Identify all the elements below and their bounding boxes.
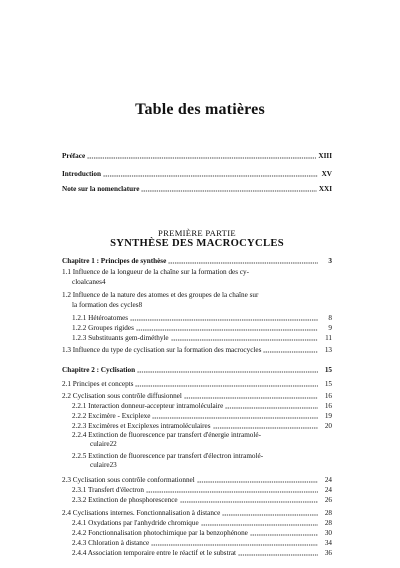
toc-entry-chapter-1[interactable]	[62, 255, 332, 266]
toc-label: 2.4.3 Chloration à distance	[72, 539, 150, 547]
toc-label: Introduction	[62, 170, 102, 178]
toc-label: 1.2.3 Substituants gem-diméthyle	[72, 334, 169, 342]
dot-leader	[197, 481, 318, 483]
dot-leader	[201, 524, 318, 526]
toc-entry-introduction[interactable]	[62, 168, 332, 179]
toc-label: 2.1 Principes et concepts	[62, 380, 134, 388]
toc-entry-1-2[interactable]	[62, 291, 332, 310]
toc-page: 26	[324, 496, 332, 504]
toc-page: 11	[325, 334, 332, 342]
toc-label-continued: la formation des cycles	[72, 301, 139, 309]
toc-page: 4	[101, 278, 106, 286]
toc-page: 16	[324, 402, 332, 410]
toc-label: 2.4.1 Oxydations par l'anhydride chromique	[72, 519, 199, 527]
toc-entry-2-2-4[interactable]	[72, 431, 332, 449]
toc-label: 2.2.4 Extinction de fluorescence par transfert d'énergie intramolé-	[72, 431, 261, 439]
toc-label: 1.3 Influence du type de cyclisation sur la formation des macrocycles	[62, 346, 262, 354]
toc-entry-2-3-2[interactable]	[72, 494, 332, 505]
dot-leader	[103, 175, 318, 177]
dot-leader	[141, 190, 316, 192]
toc-label: 1.2 Influence de la nature des atomes et des groupes de la chaîne sur	[62, 291, 259, 299]
toc-page: 30	[324, 529, 332, 537]
toc-entry-2-4-4[interactable]	[72, 547, 332, 558]
dot-leader	[146, 491, 318, 493]
dot-leader	[180, 501, 318, 503]
toc-page: 23	[109, 461, 117, 469]
toc-label: 2.4.2 Fonctionnalisation photochimique par la benzophénone	[72, 529, 248, 537]
toc-label: 2.4 Cyclisations internes. Fonctionnalisation à distance	[62, 509, 221, 517]
toc-entry-2-2-5[interactable]	[72, 452, 332, 470]
toc-page: 28	[324, 519, 332, 527]
toc-page: XV	[321, 170, 332, 178]
dot-leader	[171, 339, 318, 341]
toc-label: Chapitre 1 : Principes de synthèse	[62, 257, 167, 265]
toc-entry-nomenclature[interactable]	[62, 183, 332, 194]
toc-page: 34	[324, 539, 332, 547]
toc-label: 1.2.1 Hétéroatomes	[72, 314, 129, 322]
toc-entry-1-1[interactable]	[62, 268, 332, 287]
toc-page: XIII	[318, 152, 332, 160]
toc-label: Chapitre 2 : Cyclisation	[62, 366, 136, 374]
toc-label: 1.2.2 Groupes rigides	[72, 324, 134, 332]
part-label: PREMIÈRE PARTIE	[158, 228, 236, 238]
dot-leader	[213, 427, 318, 429]
toc-label-continued: culaire	[90, 440, 110, 448]
toc-label: 2.3.2 Extinction de phosphorescence	[72, 496, 178, 504]
toc-entry-1-2-3[interactable]	[72, 332, 332, 343]
dot-leader	[263, 351, 318, 353]
toc-label-continued: culaire	[90, 461, 110, 469]
toc-page: 8	[138, 301, 143, 309]
toc-label: 2.2.2 Excimère - Exciplexe	[72, 412, 151, 420]
toc-page: 9	[328, 324, 332, 332]
toc-page: 15	[324, 366, 332, 374]
toc-page: 28	[324, 509, 332, 517]
toc-label: 2.2.3 Excimères et Exciplexes intramoléculaires	[72, 422, 211, 430]
toc-entry-2-2-3[interactable]	[72, 420, 332, 431]
dot-leader	[222, 514, 318, 516]
toc-entry-1-3[interactable]	[62, 344, 332, 355]
part-title: SYNTHÈSE DES MACROCYCLES	[110, 238, 284, 249]
toc-label: 2.3 Cyclisation sous contrôle conformationnel	[62, 476, 195, 484]
toc-label: Préface	[62, 152, 86, 160]
toc-label: 2.2.1 Interaction donneur-accepteur intramoléculaire	[72, 402, 224, 410]
toc-entry-2-1[interactable]	[62, 378, 332, 389]
toc-page: 36	[324, 549, 332, 557]
toc-page: 24	[324, 486, 332, 494]
dot-leader	[136, 329, 318, 331]
toc-label: 2.3.1 Transfert d'électron	[72, 486, 144, 494]
toc-page: 8	[328, 314, 332, 322]
toc-page: 19	[324, 412, 332, 420]
toc-page: 22	[109, 440, 117, 448]
toc-label: 2.2.5 Extinction de fluorescence par transfert d'électron intramolé-	[72, 452, 264, 460]
toc-page: 13	[324, 346, 332, 354]
toc-label: 1.1 Influence de la longueur de la chaîne sur la formation des cy-	[62, 268, 250, 276]
dot-leader	[152, 417, 318, 419]
dot-leader	[137, 371, 318, 373]
dot-leader	[225, 407, 318, 409]
toc-label: Note sur la nomenclature	[62, 185, 140, 193]
toc-page: 20	[324, 422, 332, 430]
toc-entry-preface[interactable]	[62, 150, 332, 161]
toc-page: XXI	[318, 185, 332, 193]
toc-entry-chapter-2[interactable]	[62, 364, 332, 375]
toc-label: 2.2 Cyclisation sous contrôle diffusionnel	[62, 392, 182, 400]
dot-leader	[87, 157, 316, 159]
dot-leader	[238, 554, 318, 556]
toc-page: 24	[324, 476, 332, 484]
dot-leader	[168, 262, 318, 264]
toc-label: 2.4.4 Association temporaire entre le réactif et le substrat	[72, 549, 237, 557]
toc-page: 3	[328, 257, 332, 265]
toc-label-continued: cloalcanes	[72, 278, 102, 286]
dot-leader	[184, 397, 318, 399]
page-title: Table des matières	[135, 101, 265, 118]
toc-page: 15	[324, 380, 332, 388]
table-of-contents	[62, 0, 332, 568]
dot-leader	[135, 385, 318, 387]
dot-leader	[151, 544, 318, 546]
toc-page: 16	[324, 392, 332, 400]
dot-leader	[250, 534, 318, 536]
dot-leader	[130, 319, 318, 321]
